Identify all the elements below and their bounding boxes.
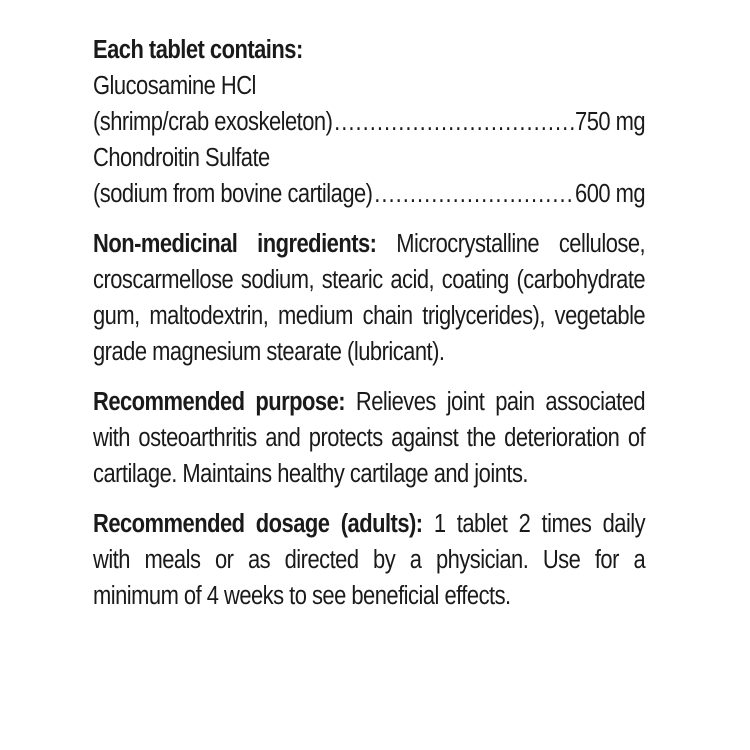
ingredient-source: (sodium from bovine cartilage) xyxy=(93,180,373,208)
ingredient-amount: 750 mg xyxy=(575,108,646,136)
purpose-text: Relieves joint pain associated with osteoarthritis and protects against the deterioration of cartilage. Maintains healthy cartilage and joints. xyxy=(93,388,646,488)
dot-leader xyxy=(334,104,573,140)
supplement-label-panel xyxy=(93,32,645,628)
purpose-heading: Recommended purpose: xyxy=(93,388,356,416)
dosage-section xyxy=(93,506,645,614)
non-medicinal-heading: Non-medicinal ingredients: xyxy=(93,230,397,258)
ingredient-amount-row xyxy=(93,104,645,140)
ingredient-amount-row xyxy=(93,176,645,212)
tablet-contents-heading: Each tablet contains: xyxy=(93,36,303,64)
non-medicinal-section xyxy=(93,226,645,370)
dosage-text: 1 tablet 2 times daily with meals or as directed by a physician. Use for a minimum of 4 weeks to see beneficial effects. xyxy=(93,510,646,610)
non-medicinal-text: Microcrystalline cellulose, croscarmellose sodium, stearic acid, coating (carbohydrate gum, maltodextrin, medium chain triglycerides), vegetable grade magnesium stearate (lubricant). xyxy=(93,230,646,366)
ingredient-source: (shrimp/crab exoskeleton) xyxy=(93,108,333,136)
ingredient-amount: 600 mg xyxy=(575,180,646,208)
dosage-heading: Recommended dosage (adults): xyxy=(93,510,434,538)
dot-leader xyxy=(374,176,573,212)
ingredient-name: Glucosamine HCl xyxy=(93,72,256,100)
ingredient-name: Chondroitin Sulfate xyxy=(93,144,270,172)
tablet-contents-section xyxy=(93,32,645,212)
purpose-section xyxy=(93,384,645,492)
